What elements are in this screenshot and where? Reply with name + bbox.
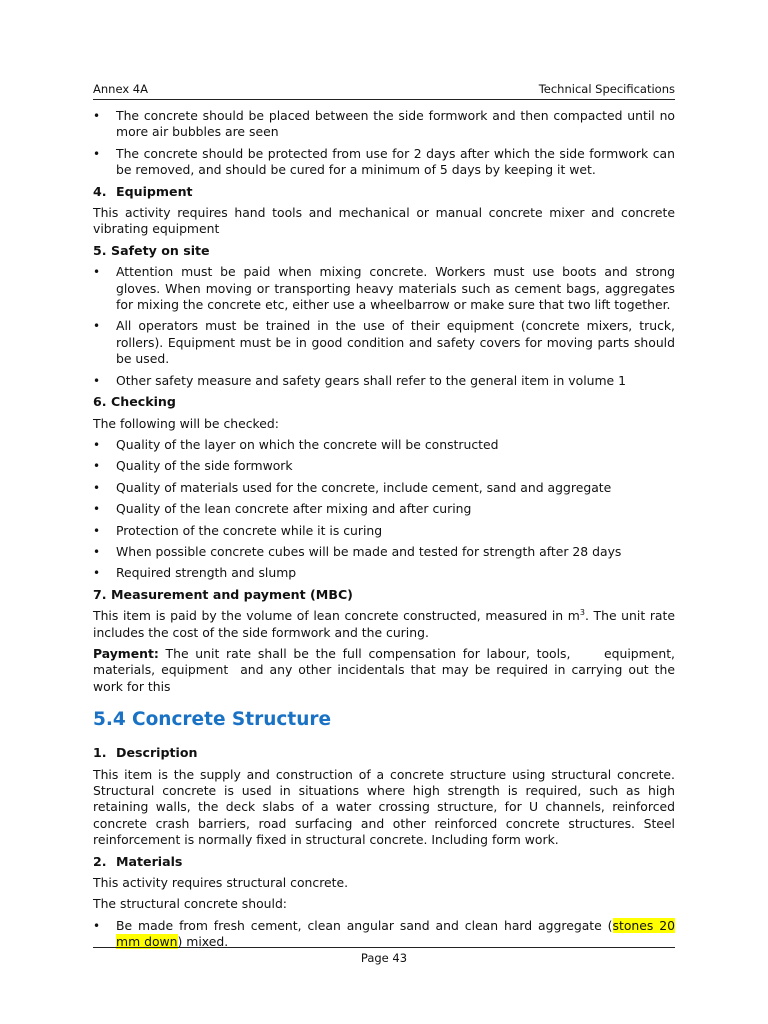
- materials-text-1: This activity requires structural concrete.: [93, 875, 349, 891]
- heading-number: 1.: [93, 745, 107, 761]
- checking-intro: The following will be checked:: [93, 415, 279, 431]
- payment-body: The unit rate shall be the full compensation for labour, tools, equipment, materials, equipment and any other incidentals that may be required in carrying out the work for this: [93, 645, 679, 694]
- page-header: [93, 81, 675, 100]
- list-item: • Other safety measure and safety gears shall refer to the general item in volume 1: [93, 373, 675, 389]
- measurement-heading: [93, 587, 675, 603]
- list-item: • Required strength and slump: [93, 565, 675, 581]
- page-number: Page 43: [360, 951, 408, 965]
- highlighted-text: stones 20 mm down: [116, 917, 675, 950]
- payment-text: [93, 645, 679, 695]
- payment-label: Payment:: [93, 645, 159, 661]
- page-content: [93, 108, 679, 956]
- safety-heading: [93, 243, 675, 259]
- heading-number: 2.: [93, 853, 107, 869]
- section-name: Concrete Structure: [132, 709, 332, 731]
- heading-title: Checking: [111, 394, 176, 410]
- heading-number: 6.: [93, 394, 107, 410]
- heading-number: 5.: [93, 242, 107, 258]
- list-item: • When possible concrete cubes will be made and tested for strength after 28 days: [93, 544, 675, 560]
- list-item: • All operators must be trained in the use of their equipment (concrete mixers, truck, rollers). Equipment must be in good condition and safety covers for moving parts should be used.: [93, 318, 675, 367]
- description-heading: [93, 745, 675, 761]
- heading-title: Description: [116, 745, 198, 761]
- checking-bullet-list: [93, 437, 675, 582]
- list-item: • The concrete should be protected from use for 2 days after which the side formwork can be removed, and should be cured for a minimum of 5 days by keeping it wet.: [93, 146, 675, 179]
- measurement-text-main: This item is paid by the volume of lean concrete constructed, measured in m: [93, 608, 580, 624]
- measurement-text-end: . The unit rate includes the cost of the side formwork and the curing.: [93, 608, 675, 640]
- list-item: [93, 918, 675, 951]
- materials-bullet-start: Be made from fresh cement, clean angular sand and clean hard aggregate (: [116, 917, 613, 933]
- materials-heading: [93, 854, 675, 870]
- heading-title: Measurement and payment (MBC): [111, 586, 353, 602]
- list-item: • Quality of the lean concrete after mixing and after curing: [93, 501, 675, 517]
- heading-number: 7.: [93, 586, 107, 602]
- description-text: This item is the supply and construction of a concrete structure using structural concrete. Structural concrete is used in situations where high strength is required, such as high retaining walls, the deck slabs of a water crossing structure, for U channels, reinforced concrete crash barriers, road surfacing and other reinforced concrete structures. Steel reinforcement is normally fixed in structural concrete. Including form work.: [93, 766, 675, 848]
- page-footer: [93, 947, 675, 965]
- list-item: • Protection of the concrete while it is curing: [93, 523, 675, 539]
- list-item: • The concrete should be placed between the side formwork and then compacted until no more air bubbles are seen: [93, 108, 675, 141]
- heading-title: Equipment: [116, 183, 193, 199]
- safety-bullet-list: [93, 264, 675, 389]
- heading-title: Safety on site: [111, 242, 210, 258]
- header-annex: Annex 4A: [93, 82, 148, 96]
- measurement-text: [93, 608, 675, 641]
- section-number: 5.4: [93, 709, 126, 731]
- section-title: [93, 709, 675, 731]
- equipment-heading: [93, 184, 675, 200]
- list-item: • Attention must be paid when mixing concrete. Workers must use boots and strong gloves. When moving or transporting heavy materials such as cement bags, aggregates for mixing the concrete etc, either use a wheelbarrow or make sure that two lift together.: [93, 264, 675, 313]
- header-title: Technical Specifications: [538, 82, 675, 96]
- list-item: • Quality of the side formwork: [93, 458, 675, 474]
- materials-bullet-end: ) mixed.: [177, 934, 229, 950]
- heading-title: Materials: [116, 853, 183, 869]
- checking-heading: [93, 394, 675, 410]
- materials-text-2: The structural concrete should:: [93, 896, 287, 912]
- materials-bullet-list: [93, 918, 675, 951]
- heading-number: 4.: [93, 183, 107, 199]
- equipment-text: This activity requires hand tools and mechanical or manual concrete mixer and concrete vibrating equipment: [93, 205, 675, 237]
- list-item: • Quality of materials used for the concrete, include cement, sand and aggregate: [93, 480, 675, 496]
- list-item: • Quality of the layer on which the concrete will be constructed: [93, 437, 675, 453]
- intro-bullet-list: [93, 108, 675, 179]
- unit-superscript: 3: [579, 608, 585, 618]
